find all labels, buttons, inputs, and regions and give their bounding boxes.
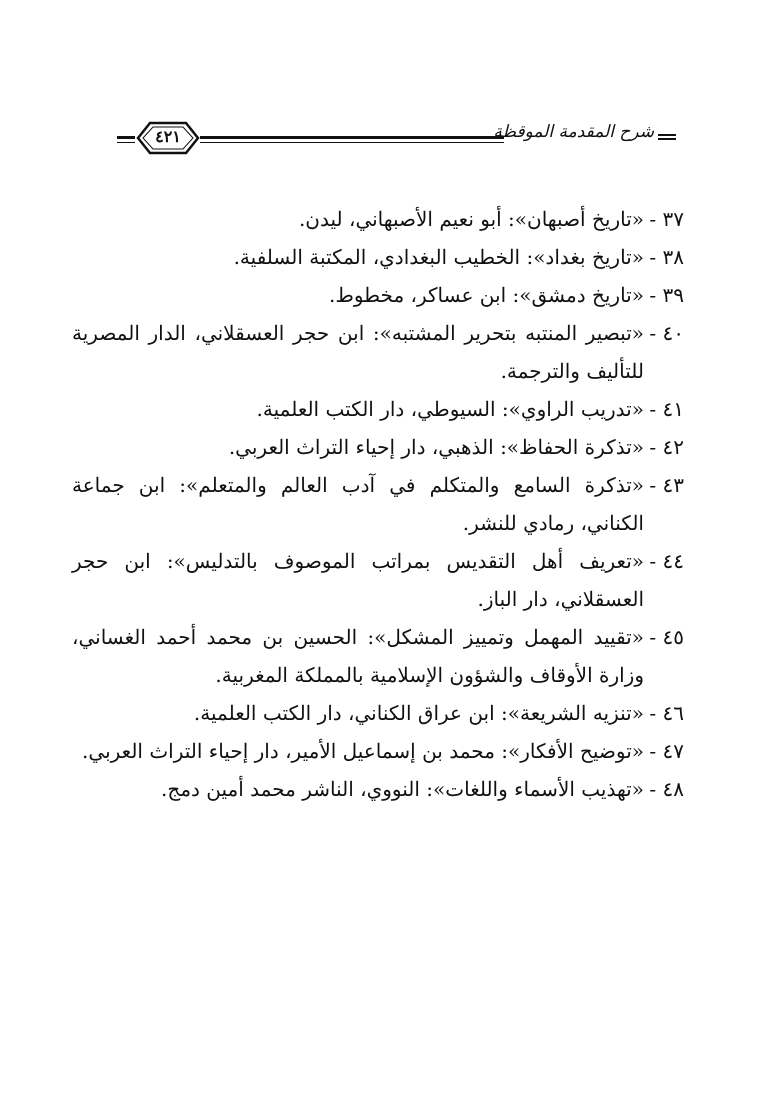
entry-text: «تاريخ بغداد»: الخطيب البغدادي، المكتبة السلفية. bbox=[233, 245, 644, 269]
list-item bbox=[72, 238, 684, 276]
entry-number: ٤٤ - bbox=[649, 549, 684, 573]
list-item bbox=[72, 770, 684, 808]
entry-text: «تهذيب الأسماء واللغات»: النووي، الناشر محمد أمين دمج. bbox=[161, 777, 644, 801]
entry-text: «تعريف أهل التقديس بمراتب الموصوف بالتدليس»: ابن حجر العسقلاني، دار الباز. bbox=[72, 549, 644, 611]
entry-text: «تبصير المنتبه بتحرير المشتبه»: ابن حجر العسقلاني، الدار المصرية للتأليف والترجمة. bbox=[72, 321, 644, 383]
list-item bbox=[72, 314, 684, 390]
list-item bbox=[72, 732, 684, 770]
entry-text: «تاريخ دمشق»: ابن عساكر، مخطوط. bbox=[328, 283, 644, 307]
entry-number: ٤٦ - bbox=[649, 701, 684, 725]
entry-text: «تقييد المهمل وتمييز المشكل»: الحسين بن محمد أحمد الغساني، وزارة الأوقاف والشؤون الإسلامية بالمملكة المغربية. bbox=[72, 625, 644, 687]
entry-number: ٤١ - bbox=[649, 397, 684, 421]
entry-text: «تنزيه الشريعة»: ابن عراق الكناني، دار الكتب العلمية. bbox=[193, 701, 644, 725]
entry-number: ٣٩ - bbox=[649, 283, 684, 307]
list-item bbox=[72, 466, 684, 542]
entry-text: «تذكرة السامع والمتكلم في آدب العالم والمتعلم»: ابن جماعة الكناني، رمادي للنشر. bbox=[72, 473, 644, 535]
entry-number: ٣٨ - bbox=[649, 245, 684, 269]
entry-text: «توضيح الأفكار»: محمد بن إسماعيل الأمير، دار إحياء التراث العربي. bbox=[82, 739, 644, 763]
page-header bbox=[0, 118, 762, 158]
page-number-badge bbox=[130, 118, 206, 158]
entry-number: ٤٨ - bbox=[649, 777, 684, 801]
entry-text: «تاريخ أصبهان»: أبو نعيم الأصبهاني، ليدن. bbox=[298, 207, 644, 231]
list-item bbox=[72, 200, 684, 238]
bibliography-list bbox=[72, 200, 684, 808]
entry-number: ٤٢ - bbox=[649, 435, 684, 459]
list-item bbox=[72, 390, 684, 428]
title-dash-ornament bbox=[658, 134, 676, 140]
list-item bbox=[72, 276, 684, 314]
running-title: شرح المقدمة الموقظة bbox=[493, 122, 654, 142]
header-rule-left bbox=[117, 136, 135, 143]
list-item bbox=[72, 428, 684, 466]
entry-text: «تدريب الراوي»: السيوطي، دار الكتب العلمية. bbox=[256, 397, 644, 421]
entry-number: ٤٥ - bbox=[649, 625, 684, 649]
list-item bbox=[72, 618, 684, 694]
list-item bbox=[72, 542, 684, 618]
entry-number: ٤٠ - bbox=[649, 321, 684, 345]
entry-number: ٣٧ - bbox=[649, 207, 684, 231]
entry-number: ٤٧ - bbox=[649, 739, 684, 763]
entry-number: ٤٣ - bbox=[649, 473, 684, 497]
page-number: ٤٢١ bbox=[155, 127, 181, 146]
list-item bbox=[72, 694, 684, 732]
header-rule bbox=[200, 136, 504, 143]
entry-text: «تذكرة الحفاظ»: الذهبي، دار إحياء التراث العربي. bbox=[228, 435, 644, 459]
